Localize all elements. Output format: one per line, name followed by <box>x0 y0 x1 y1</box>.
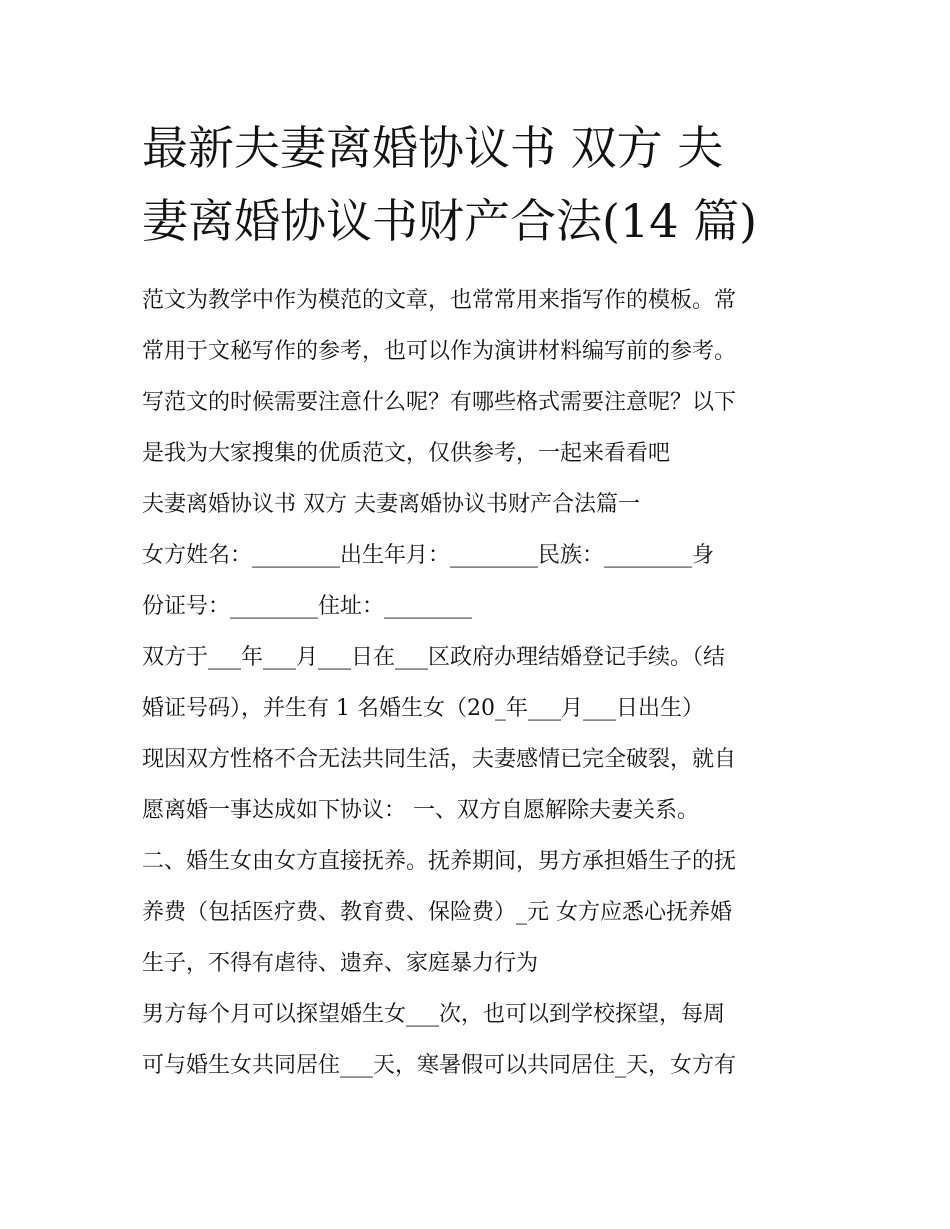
body-line: 范文为教学中作为模范的文章，也常常用来指写作的模板。常 <box>142 288 737 313</box>
body-line: 男方每个月可以探望婚生女___次，也可以到学校探望，每周 <box>142 1002 726 1027</box>
body-line: 女方姓名：________出生年月：________民族：________身 <box>142 543 715 568</box>
body-line: 写范文的时候需要注意什么呢？有哪些格式需要注意呢？以下 <box>142 390 737 415</box>
title-line: 最新夫妻离婚协议书 双方 夫 <box>142 121 724 175</box>
body-line: 双方于___年___月___日在___区政府办理结婚登记手续。（结 <box>142 645 726 670</box>
body-line: 婚证号码），并生有 1 名婚生女（20_年___月___日出生） <box>142 696 704 721</box>
body-line: 生子，不得有虐待、遗弃、家庭暴力行为 <box>142 951 539 976</box>
document-body <box>142 280 822 1096</box>
body-line: 愿离婚一事达成如下协议： 一、双方自愿解除夫妻关系。 <box>142 798 699 823</box>
section-heading: 夫妻离婚协议书 双方 夫妻离婚协议书财产合法篇一 <box>142 492 640 517</box>
body-line: 常用于文秘写作的参考，也可以作为演讲材料编写前的参考。 <box>142 339 737 364</box>
body-line: 可与婚生女共同居住___天，寒暑假可以共同居住_天，女方有 <box>142 1053 737 1078</box>
title-line: 妻离婚协议书财产合法(14 篇) <box>142 194 758 248</box>
body-line: 份证号：________住址：________ <box>142 594 473 619</box>
body-line: 现因双方性格不合无法共同生活，夫妻感情已完全破裂，就自 <box>142 747 737 772</box>
body-line: 是我为大家搜集的优质范文，仅供参考，一起来看看吧 <box>142 441 671 466</box>
body-line: 养费（包括医疗费、教育费、保险费）_元 女方应悉心抚养婚 <box>142 900 732 925</box>
document-title <box>142 112 842 258</box>
body-line: 二、婚生女由女方直接抚养。抚养期间，男方承担婚生子的抚 <box>142 849 737 874</box>
